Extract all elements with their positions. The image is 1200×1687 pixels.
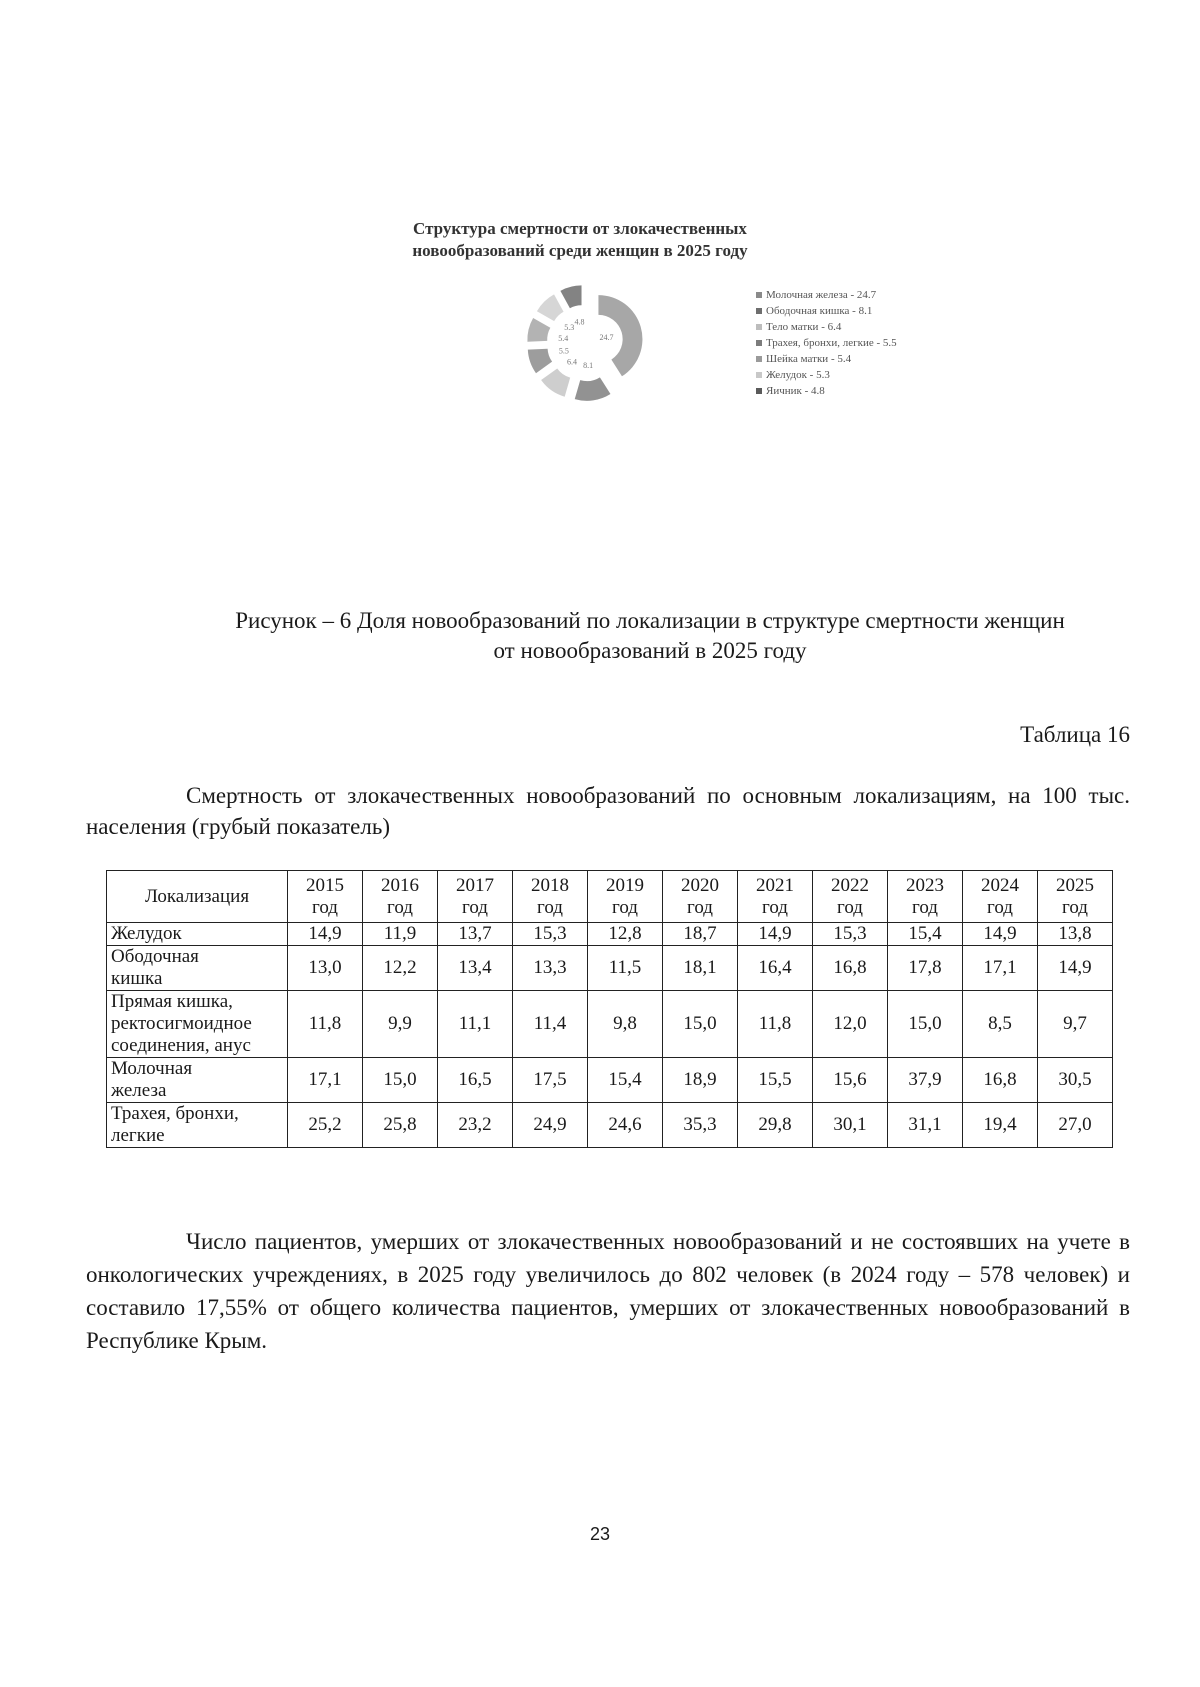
legend-swatch [756, 372, 762, 378]
table-cell: 11,9 [363, 923, 438, 946]
figure-caption-line-2: от новообразований в 2025 году [493, 638, 807, 663]
table-title: Смертность от злокачественных новообразований по основным локализациям, на 100 тыс. населения (грубый показатель) [86, 783, 1130, 839]
header-year-text: год [837, 896, 863, 918]
row-localization-line: Ободочная [111, 946, 199, 967]
header-year-text: год [462, 896, 488, 918]
table-cell: 14,9 [738, 923, 813, 946]
header-year-text: 2019 [606, 874, 644, 896]
table-cell: 15,6 [813, 1058, 888, 1103]
table-cell: 14,9 [1038, 946, 1113, 991]
pie-slice [575, 377, 611, 401]
table-cell: 11,4 [513, 991, 588, 1058]
table-cell: 16,5 [438, 1058, 513, 1103]
legend-label: Трахея, бронхи, легкие - 5.5 [766, 337, 897, 349]
table-cell: 27,0 [1038, 1103, 1113, 1148]
table-cell: 12,2 [363, 946, 438, 991]
header-year-text: год [687, 896, 713, 918]
header-year [663, 871, 738, 923]
table-cell: 31,1 [888, 1103, 963, 1148]
legend-swatch [756, 388, 762, 394]
header-year-text: год [1062, 896, 1088, 918]
legend-label: Тело матки - 6.4 [766, 321, 842, 333]
table-cell: 12,8 [588, 923, 663, 946]
legend-label: Желудок - 5.3 [766, 369, 830, 381]
legend-label: Яичник - 4.8 [766, 385, 825, 397]
row-localization [107, 923, 288, 946]
header-year-text: 2016 [381, 874, 419, 896]
header-year-text: 2020 [681, 874, 719, 896]
header-year-text: год [612, 896, 638, 918]
row-localization [107, 946, 288, 991]
table-cell: 17,1 [963, 946, 1038, 991]
pie-slice [527, 318, 550, 342]
row-localization-line: Прямая кишка, [111, 991, 233, 1012]
header-year-text: год [987, 896, 1013, 918]
row-localization-line: Трахея, бронхи, [111, 1103, 239, 1124]
pie-chart [520, 278, 650, 408]
table-cell: 9,7 [1038, 991, 1113, 1058]
table-cell: 11,8 [738, 991, 813, 1058]
row-localization-line: железа [111, 1080, 167, 1101]
legend-item [756, 383, 897, 399]
pie-slice-label: 24.7 [599, 332, 614, 342]
header-year [738, 871, 813, 923]
header-year-text: год [762, 896, 788, 918]
header-year-text: 2021 [756, 874, 794, 896]
row-localization-line: соединения, анус [111, 1035, 251, 1056]
header-year [963, 871, 1038, 923]
table-cell: 8,5 [963, 991, 1038, 1058]
table-row [107, 946, 1113, 991]
table-row [107, 1058, 1113, 1103]
legend-swatch [756, 324, 762, 330]
pie-slice [528, 349, 552, 373]
table-cell: 14,9 [288, 923, 363, 946]
table-cell: 13,0 [288, 946, 363, 991]
table-cell: 15,3 [513, 923, 588, 946]
body-paragraph: Число пациентов, умерших от злокачественных новообразований и не состоявших на учете в онкологических учреждениях, в 2025 году увеличилось до 802 человек (в 2024 году – 578 человек) и составило 17,55% от общего количества пациентов, умерших от злокачественных новообразований в Республике Крым. [86, 1229, 1130, 1353]
table-cell: 17,8 [888, 946, 963, 991]
table-cell: 24,9 [513, 1103, 588, 1148]
table-row [107, 991, 1113, 1058]
legend-item [756, 351, 897, 367]
row-localization-line: Молочная [111, 1058, 193, 1079]
legend-item [756, 367, 897, 383]
row-localization-line: кишка [111, 968, 163, 989]
table-cell: 13,8 [1038, 923, 1113, 946]
table-cell: 25,8 [363, 1103, 438, 1148]
header-year-text: год [387, 896, 413, 918]
table-cell: 18,9 [663, 1058, 738, 1103]
mortality-table [106, 870, 1113, 1148]
page-number: 23 [589, 1524, 611, 1544]
pie-slice-label: 5.4 [558, 333, 569, 343]
table-cell: 17,5 [513, 1058, 588, 1103]
table-cell: 30,1 [813, 1103, 888, 1148]
header-year [888, 871, 963, 923]
header-year [1038, 871, 1113, 923]
table-cell: 15,0 [363, 1058, 438, 1103]
legend-swatch [756, 340, 762, 346]
table-cell: 13,3 [513, 946, 588, 991]
table-cell: 19,4 [963, 1103, 1038, 1148]
legend-item [756, 287, 897, 303]
table-cell: 15,3 [813, 923, 888, 946]
legend-swatch [756, 292, 762, 298]
legend-item [756, 319, 897, 335]
header-localization: Локализация [107, 871, 288, 923]
header-year-text: 2025 [1056, 874, 1094, 896]
table-cell: 12,0 [813, 991, 888, 1058]
table-cell: 29,8 [738, 1103, 813, 1148]
table-cell: 15,0 [663, 991, 738, 1058]
table-cell: 9,8 [588, 991, 663, 1058]
table-cell: 30,5 [1038, 1058, 1113, 1103]
header-year [813, 871, 888, 923]
pie-slice [560, 285, 581, 308]
pie-slice [537, 294, 564, 321]
table-cell: 18,1 [663, 946, 738, 991]
row-localization [107, 1103, 288, 1148]
pie-slice-label: 4.8 [574, 317, 585, 327]
header-year-text: 2022 [831, 874, 869, 896]
legend-label: Ободочная кишка - 8.1 [766, 305, 873, 317]
table-cell: 14,9 [963, 923, 1038, 946]
table-cell: 15,0 [888, 991, 963, 1058]
header-year [588, 871, 663, 923]
header-year-text: 2018 [531, 874, 569, 896]
figure-caption [180, 606, 1120, 666]
legend-item [756, 335, 897, 351]
table-cell: 17,1 [288, 1058, 363, 1103]
row-localization-line: Желудок [111, 923, 182, 944]
pie-slice-label: 5.5 [558, 346, 569, 356]
header-year-text: 2015 [306, 874, 344, 896]
row-localization-line: ректосигмоидное [111, 1013, 252, 1034]
table-cell: 11,1 [438, 991, 513, 1058]
table-number: Таблица 16 [1020, 722, 1130, 747]
header-year [438, 871, 513, 923]
table-cell: 16,8 [963, 1058, 1038, 1103]
chart-legend [756, 287, 897, 399]
header-year-text: год [312, 896, 338, 918]
header-year-text: 2017 [456, 874, 494, 896]
table-cell: 13,4 [438, 946, 513, 991]
table-cell: 15,5 [738, 1058, 813, 1103]
table-cell: 37,9 [888, 1058, 963, 1103]
legend-swatch [756, 356, 762, 362]
table-cell: 15,4 [888, 923, 963, 946]
row-localization [107, 991, 288, 1058]
table-cell: 13,7 [438, 923, 513, 946]
table-header-row [107, 871, 1113, 923]
table-cell: 16,4 [738, 946, 813, 991]
header-year-text: 2024 [981, 874, 1019, 896]
table-row [107, 1103, 1113, 1148]
table-cell: 35,3 [663, 1103, 738, 1148]
table-cell: 18,7 [663, 923, 738, 946]
table-row [107, 923, 1113, 946]
table-cell: 15,4 [588, 1058, 663, 1103]
pie-slice-label: 8.1 [583, 361, 594, 371]
table-cell: 23,2 [438, 1103, 513, 1148]
table-cell: 11,8 [288, 991, 363, 1058]
table-cell: 11,5 [588, 946, 663, 991]
figure-caption-line-1: Рисунок – 6 Доля новообразований по локализации в структуре смертности женщин [235, 608, 1065, 633]
chart-title [330, 218, 830, 262]
header-year [288, 871, 363, 923]
pie-slice-label: 6.4 [567, 357, 578, 367]
pie-slice [541, 369, 570, 397]
pie-slice-label: 5.3 [564, 323, 575, 333]
header-year-text: год [537, 896, 563, 918]
header-year-text: год [912, 896, 938, 918]
table-cell: 24,6 [588, 1103, 663, 1148]
table-cell: 16,8 [813, 946, 888, 991]
row-localization [107, 1058, 288, 1103]
header-year [363, 871, 438, 923]
table-cell: 25,2 [288, 1103, 363, 1148]
chart-title-line-2: новообразований среди женщин в 2025 году [412, 241, 748, 260]
legend-label: Шейка матки - 5.4 [766, 353, 852, 365]
legend-label: Молочная железа - 24.7 [766, 289, 877, 301]
header-year [513, 871, 588, 923]
table-cell: 9,9 [363, 991, 438, 1058]
row-localization-line: легкие [111, 1125, 165, 1146]
chart-title-line-1: Структура смертности от злокачественных [413, 219, 747, 238]
header-year-text: 2023 [906, 874, 944, 896]
legend-swatch [756, 308, 762, 314]
legend-item [756, 303, 897, 319]
